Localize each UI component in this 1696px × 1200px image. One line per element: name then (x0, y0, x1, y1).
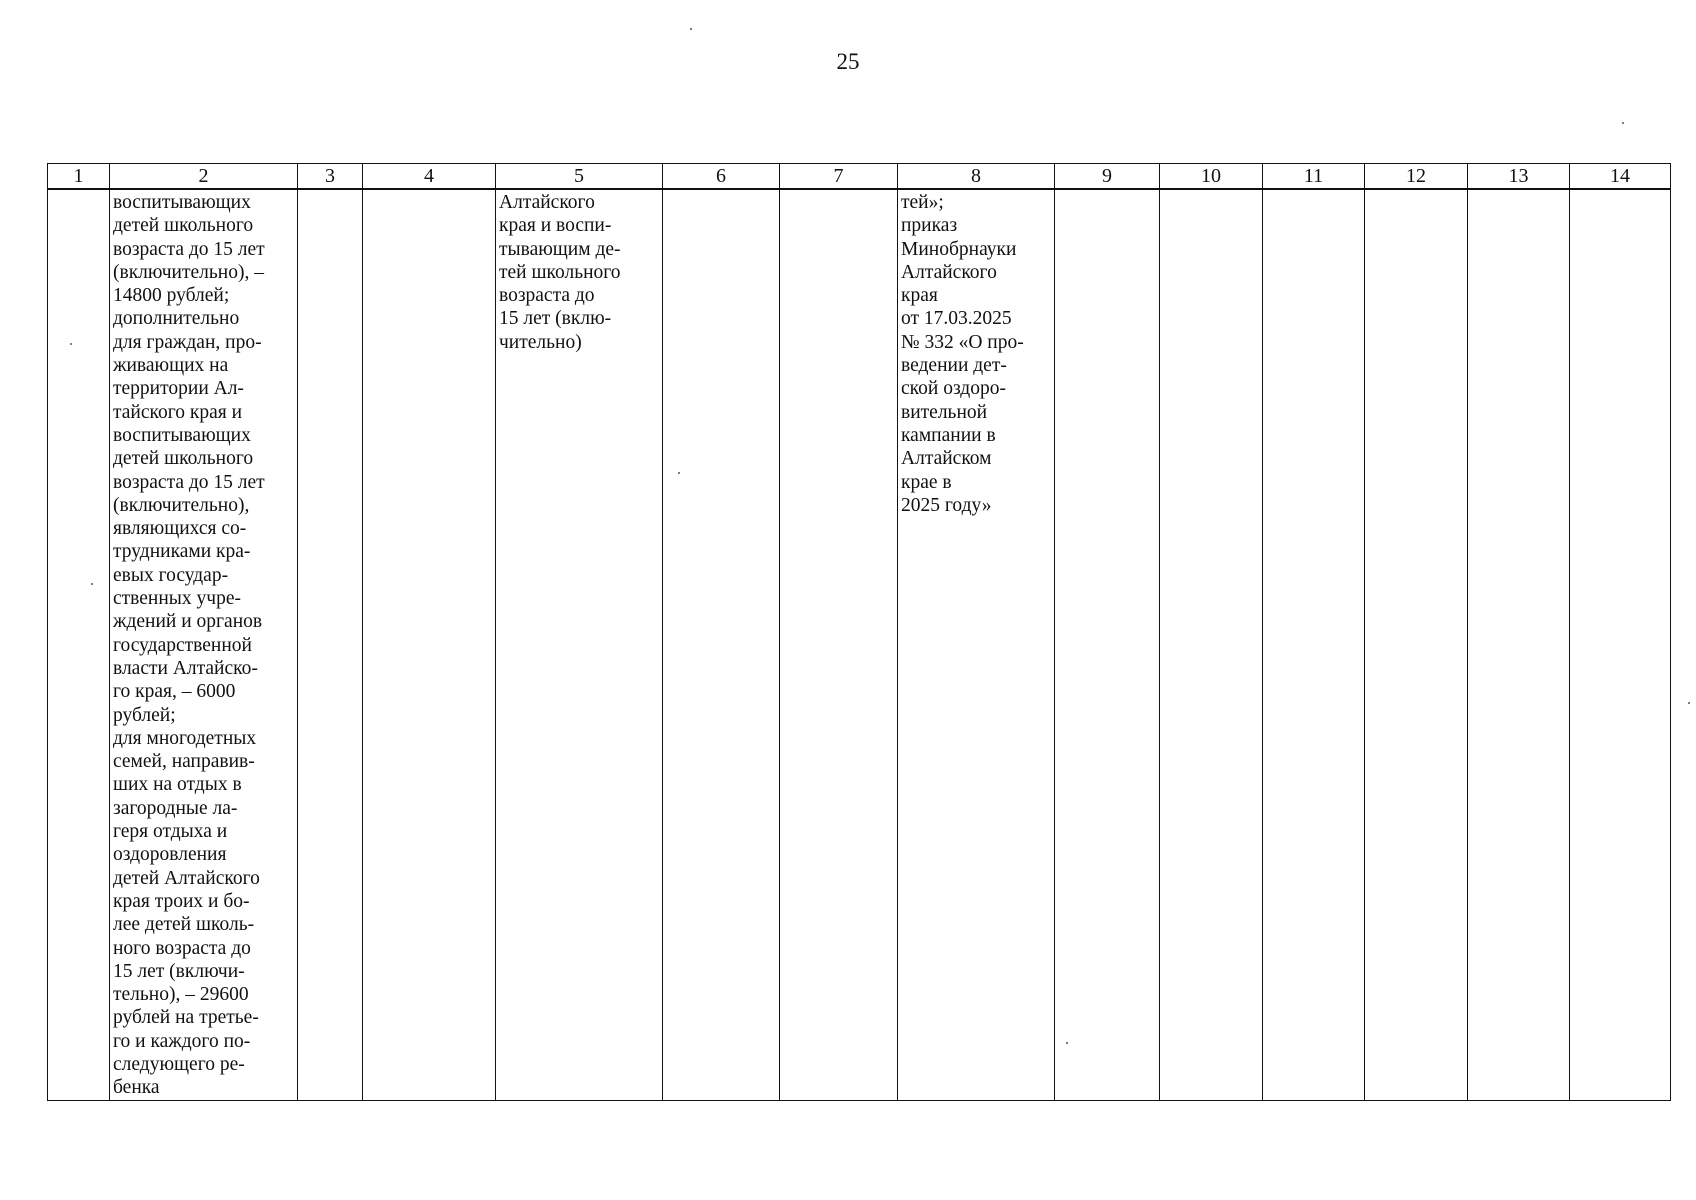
cell-recipients (496, 189, 663, 1100)
cell-col-12 (1365, 189, 1468, 1100)
column-number-8: 8 (898, 164, 1055, 190)
page-number: 25 (836, 49, 860, 74)
table-row (48, 189, 1671, 1100)
cell-col-4 (363, 189, 496, 1100)
cell-text: тей»; приказ Минобрнауки Алтайского края от 17.03.2025 № 332 «О про- ведении дет- ской оздоро- вительной кампании в Алтайском крае в 2025 году» (901, 192, 1024, 516)
cell-col-13 (1468, 189, 1570, 1100)
column-number-12: 12 (1365, 164, 1468, 190)
cell-col-3 (298, 189, 363, 1100)
cell-col-1 (48, 189, 110, 1100)
column-number-7: 7 (780, 164, 898, 190)
cell-text: Алтайского края и воспи- тывающим де- тей школьного возраста до 15 лет (вклю- чительно) (499, 192, 621, 353)
column-number-11: 11 (1263, 164, 1365, 190)
cell-col-9 (1055, 189, 1160, 1100)
column-number-row (48, 164, 1671, 190)
cell-legal-basis (898, 189, 1055, 1100)
cell-col-14 (1570, 189, 1671, 1100)
cell-col-11 (1263, 189, 1365, 1100)
column-number-13: 13 (1468, 164, 1570, 190)
cell-col-6 (663, 189, 780, 1100)
column-number-4: 4 (363, 164, 496, 190)
column-number-3: 3 (298, 164, 363, 190)
column-number-2: 2 (110, 164, 298, 190)
cell-text: воспитывающих детей школьного возраста до 15 лет (включительно), – 14800 рублей; дополнительно для граждан, про- живающих на территории Ал- тайского края и воспитывающих детей школьного возраста до 15 лет (включительно), являющихся со- трудниками кра- евых государ- ственных учре- ждений и органов государственной власти Алтайско- го края, – 6000 рублей; для многодетных семей, направив- ших на отдых в загородные ла- геря отдыха и оздоровления детей Алтайского края троих и бо- лее детей школь- ного возраста до 15 лет (включи- тельно), – 29600 рублей на третье- го и каждого по- следующего ре- бенка (113, 192, 265, 1099)
cell-col-7 (780, 189, 898, 1100)
document-table (47, 163, 1671, 1101)
cell-col-10 (1160, 189, 1263, 1100)
column-number-14: 14 (1570, 164, 1671, 190)
scan-speck (690, 28, 692, 30)
column-number-5: 5 (496, 164, 663, 190)
column-number-1: 1 (48, 164, 110, 190)
column-number-9: 9 (1055, 164, 1160, 190)
column-number-10: 10 (1160, 164, 1263, 190)
scan-speck (1622, 122, 1624, 124)
cell-compensation-amounts (110, 189, 298, 1100)
scan-speck (1688, 702, 1690, 704)
column-number-6: 6 (663, 164, 780, 190)
